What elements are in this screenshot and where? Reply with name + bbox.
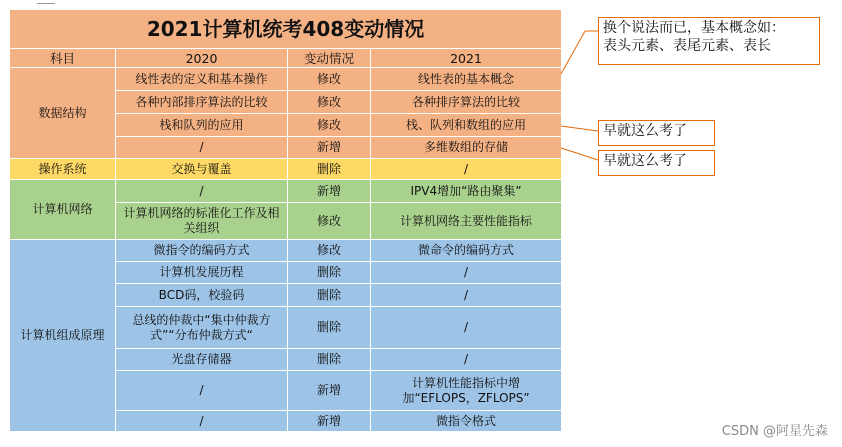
annotation-already-tested-1: 早就这么考了	[598, 120, 715, 146]
cell-2021: 多维数组的存储	[371, 137, 562, 159]
cell-change: 删除	[288, 349, 371, 371]
cell-change: 新增	[288, 180, 371, 203]
cell-change: 修改	[288, 114, 371, 137]
cell-2021: 各种排序算法的比较	[371, 91, 562, 114]
subject-organization: 计算机组成原理	[10, 240, 116, 432]
cell-2021: 计算机性能指标中增加“EFLOPS，ZFLOPS”	[371, 371, 562, 411]
cell-change: 新增	[288, 137, 371, 159]
header-2020: 2020	[116, 49, 288, 68]
cell-2021: 线性表的基本概念	[371, 68, 562, 91]
subject-network: 计算机网络	[10, 180, 116, 240]
cell-2021: /	[371, 262, 562, 284]
cell-2021: 微命令的编码方式	[371, 240, 562, 262]
cell-2020: /	[116, 180, 288, 203]
cell-change: 新增	[288, 371, 371, 411]
cell-2020: 栈和队列的应用	[116, 114, 288, 137]
cell-2020: BCD码，校验码	[116, 284, 288, 307]
cell-2020: 交换与覆盖	[116, 159, 288, 180]
cell-2021: /	[371, 284, 562, 307]
cell-2021: /	[371, 349, 562, 371]
watermark: CSDN @阿星先森	[721, 424, 828, 439]
cell-2020: /	[116, 371, 288, 411]
header-change: 变动情况	[288, 49, 371, 68]
cell-2020: 线性表的定义和基本操作	[116, 68, 288, 91]
header-subject: 科目	[10, 49, 116, 68]
cell-change: 修改	[288, 91, 371, 114]
annotation-line-1: 换个说法而已，基本概念如：	[603, 20, 785, 36]
cell-change: 新增	[288, 411, 371, 432]
cell-2021: 微指令格式	[371, 411, 562, 432]
cell-change: 修改	[288, 68, 371, 91]
cell-change: 修改	[288, 203, 371, 240]
cell-2020: 光盘存储器	[116, 349, 288, 371]
cell-change: 删除	[288, 159, 371, 180]
connector-3	[561, 148, 598, 160]
header-2021: 2021	[371, 49, 562, 68]
cell-2020: /	[116, 137, 288, 159]
annotation-concept-note	[598, 17, 820, 65]
cell-2021: /	[371, 159, 562, 180]
cell-2021: 栈、队列和数组的应用	[371, 114, 562, 137]
cell-change: 修改	[288, 240, 371, 262]
changes-table	[9, 9, 562, 432]
cell-change: 删除	[288, 307, 371, 349]
table-title: 2021计算机统考408变动情况	[10, 10, 562, 49]
annotation-already-tested-2: 早就这么考了	[598, 150, 715, 176]
cell-change: 删除	[288, 262, 371, 284]
subject-data-structure: 数据结构	[10, 68, 116, 159]
cell-2020: 计算机网络的标准化工作及相关组织	[116, 203, 288, 240]
cell-2020: 计算机发展历程	[116, 262, 288, 284]
annotation-line-2: 表头元素、表尾元素、表长	[603, 38, 771, 54]
cell-2020: 总线的仲裁中“集中仲裁方式”“分布仲裁方式“	[116, 307, 288, 349]
subject-os: 操作系统	[10, 159, 116, 180]
cell-2021: 计算机网络主要性能指标	[371, 203, 562, 240]
connector-2	[561, 126, 598, 131]
cell-2020: 各种内部排序算法的比较	[116, 91, 288, 114]
connector-1b	[561, 31, 585, 74]
cell-2021: IPV4增加“路由聚集”	[371, 180, 562, 203]
top-edge-mark	[37, 0, 55, 4]
cell-2020: 微指令的编码方式	[116, 240, 288, 262]
cell-2021: /	[371, 307, 562, 349]
cell-change: 删除	[288, 284, 371, 307]
cell-2020: /	[116, 411, 288, 432]
